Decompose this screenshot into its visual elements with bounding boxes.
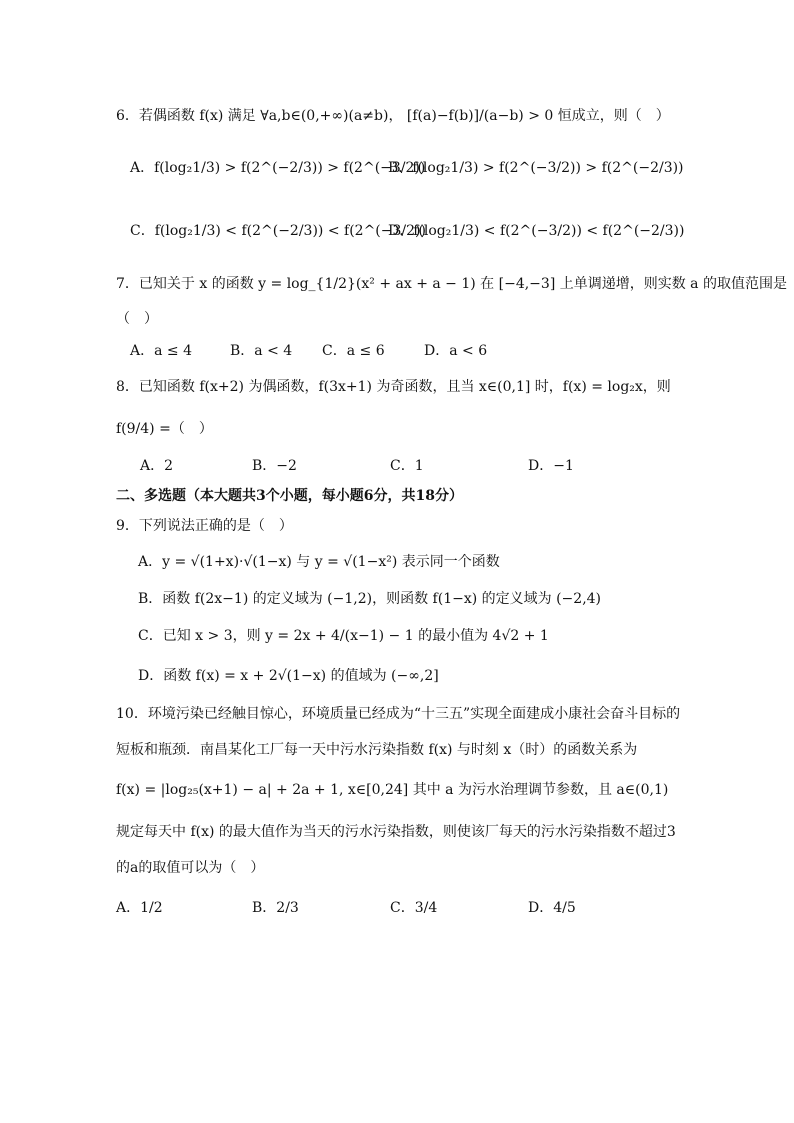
- q10-option-d: D．4/5: [528, 900, 576, 916]
- q6-stem: 6．若偶函数 f(x) 满足 ∀a,b∈(0,+∞)(a≠b)， [f(a)−f(b)]/(a−b) > 0 恒成立，则（ ）: [116, 108, 670, 124]
- q9-option-d: D．函数 f(x) = x + 2√(1−x) 的值域为 (−∞,2]: [138, 668, 439, 684]
- section-2-heading: 二、多选题（本大题共3个小题，每小题6分，共18分）: [116, 488, 463, 504]
- q6-option-a: A．f(log₂1/3) > f(2^(−2/3)) > f(2^(−3/2)): [130, 160, 426, 176]
- q7-option-c: C．a ≤ 6: [322, 343, 385, 359]
- q8-stem-cont: f(9/4) =（ ）: [116, 421, 213, 437]
- q8-option-d: D．−1: [528, 458, 574, 474]
- q10-option-a: A．1/2: [116, 900, 163, 916]
- q10-option-c: C．3/4: [390, 900, 438, 916]
- q10-option-b: B．2/3: [252, 900, 299, 916]
- q9-option-b: B．函数 f(2x−1) 的定义域为 (−1,2)，则函数 f(1−x) 的定义域为 (−2,4): [138, 591, 602, 607]
- q10-line-5: 的a的取值可以为（ ）: [116, 860, 265, 876]
- q8-stem: 8．已知函数 f(x+2) 为偶函数，f(3x+1) 为奇函数，且当 x∈(0,1] 时，f(x) = log₂x，则: [116, 379, 671, 395]
- q8-option-a: A．2: [140, 458, 174, 474]
- q6-option-b: B．f(log₂1/3) > f(2^(−3/2)) > f(2^(−2/3)): [388, 160, 684, 176]
- q10-line-4: 规定每天中 f(x) 的最大值作为当天的污水污染指数，则使该厂每天的污水污染指数不超过3: [116, 824, 676, 840]
- q9-stem: 9．下列说法正确的是（ ）: [116, 518, 293, 534]
- q10-line-3: f(x) = |log₂₅(x+1) − a| + 2a + 1, x∈[0,24] 其中 a 为污水治理调节参数，且 a∈(0,1): [116, 782, 669, 798]
- q9-option-c: C．已知 x > 3，则 y = 2x + 4/(x−1) − 1 的最小值为 4√2 + 1: [138, 628, 549, 644]
- q7-stem: 7．已知关于 x 的函数 y = log_{1/2}(x² + ax + a − 1) 在 [−4,−3] 上单调递增，则实数 a 的取值范围是: [116, 276, 787, 292]
- q6-option-c: C．f(log₂1/3) < f(2^(−2/3)) < f(2^(−3/2)): [130, 223, 426, 239]
- q10-line-2: 短板和瓶颈．南昌某化工厂每一天中污水污染指数 f(x) 与时刻 x（时）的函数关系为: [116, 742, 638, 758]
- q7-option-b: B．a < 4: [230, 343, 293, 359]
- q8-option-b: B．−2: [252, 458, 297, 474]
- q7-stem-cont: （ ）: [116, 311, 158, 327]
- q9-option-a: A．y = √(1+x)·√(1−x) 与 y = √(1−x²) 表示同一个函数: [138, 554, 500, 570]
- q7-option-d: D．a < 6: [424, 343, 488, 359]
- q7-option-a: A．a ≤ 4: [130, 343, 192, 359]
- q8-option-c: C．1: [390, 458, 424, 474]
- q10-line-1: 10．环境污染已经触目惊心，环境质量已经成为“十三五”实现全面建成小康社会奋斗目标的: [116, 706, 681, 722]
- q6-option-d: D．f(log₂1/3) < f(2^(−3/2)) < f(2^(−2/3)): [388, 223, 685, 239]
